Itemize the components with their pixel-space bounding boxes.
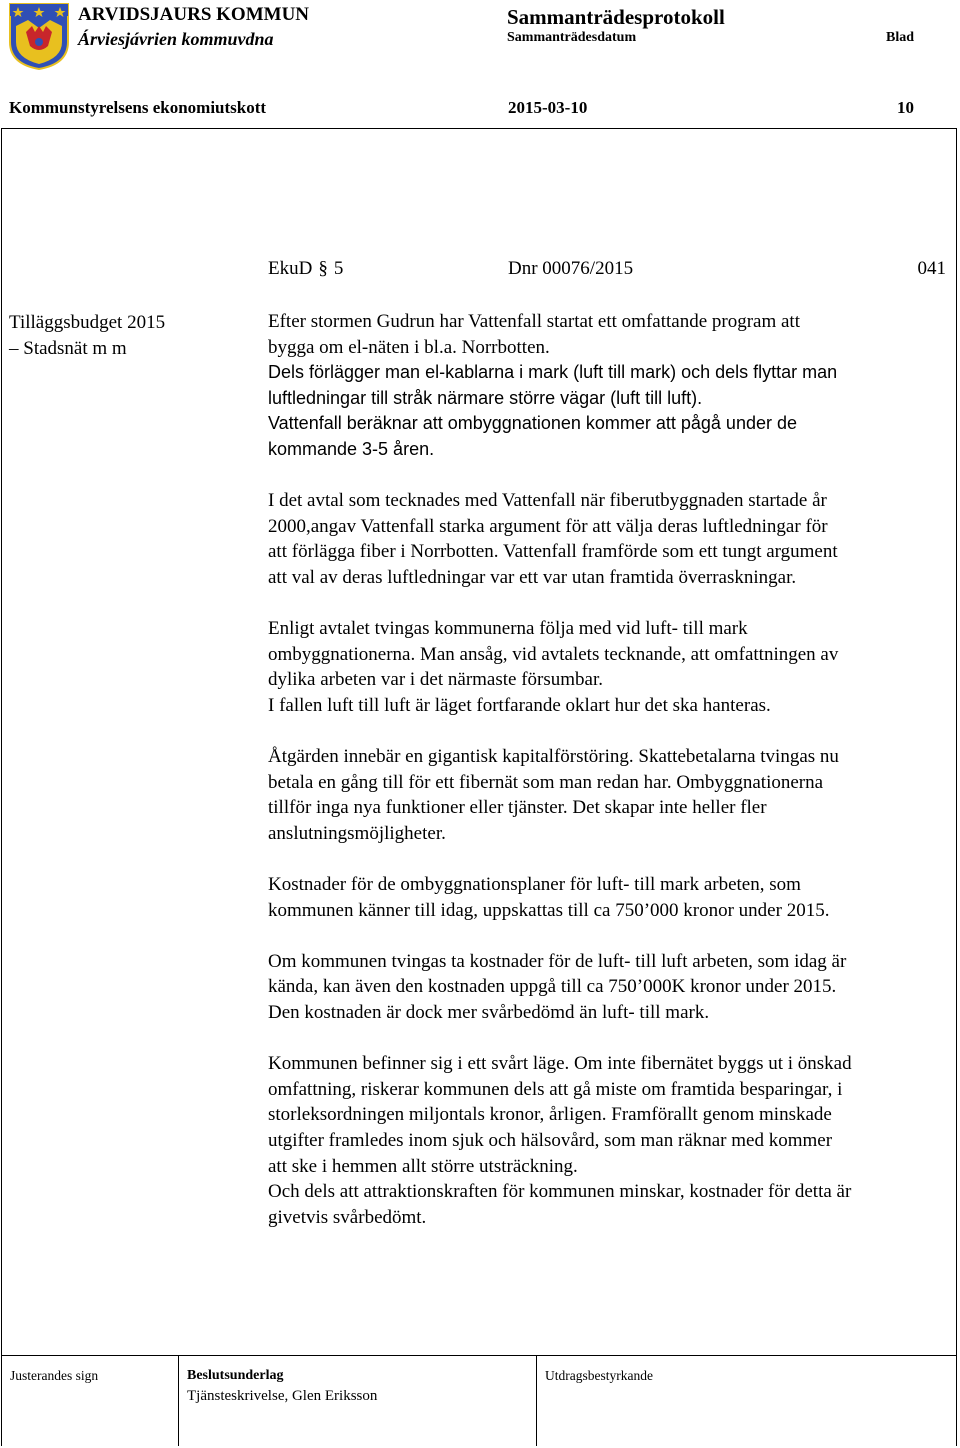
text-line: Och dels att attraktionskraften för kommunen minskar, kostnader för detta är — [268, 1181, 852, 1203]
classification-code: 041 — [917, 258, 946, 279]
text-line: I det avtal som tecknades med Vattenfall när fiberutbyggnaden startade år — [268, 490, 827, 512]
utdragsbestyrkande-label: Utdragsbestyrkande — [545, 1368, 653, 1383]
subject-line-2: – Stadsnät m m — [9, 338, 127, 359]
committee-name: Kommunstyrelsens ekonomiutskott — [9, 98, 267, 117]
meeting-info-row — [0, 98, 960, 126]
text-line: givetvis svårbedömt. — [268, 1206, 427, 1228]
text-line: kommunen känner till idag, uppskattas till ca 750’000 kronor under 2015. — [268, 899, 830, 921]
text-line: att val av deras luftledningar var ett var utan framtida överraskningar. — [268, 566, 797, 588]
text-line: Åtgärden innebär en gigantisk kapitalförstöring. Skattebetalarna tvingas nu — [268, 746, 839, 768]
paragraph-7 — [268, 1051, 956, 1230]
footer-certify-cell — [537, 1356, 957, 1446]
footer-sign-cell — [1, 1356, 179, 1446]
footer-basis-cell — [179, 1356, 537, 1446]
org-subtitle: Árviesjávrien kommuvdna — [78, 29, 274, 49]
section-ekud: EkuD — [268, 258, 313, 279]
text-line: tillför inga nya funktioner eller tjänster. Det skapar inte heller fler — [268, 797, 767, 819]
paragraph-2 — [268, 488, 956, 590]
text-line: bygga om el-näten i bl.a. Norrbotten. — [268, 336, 550, 358]
text-line: Kostnader för de ombyggnationsplaner för luft- till mark arbeten, som — [268, 874, 801, 896]
meeting-date: 2015-03-10 — [508, 98, 588, 117]
paragraph-symbol: § — [318, 258, 328, 279]
subject-line-1: Tilläggsbudget 2015 — [9, 312, 166, 333]
text-line: Enligt avtalet tvingas kommunerna följa med vid luft- till mark — [268, 618, 748, 640]
text-line: Den kostnaden är dock mer svårbedömd än luft- till mark. — [268, 1002, 710, 1024]
text-line: kommande 3-5 åren. — [268, 438, 435, 459]
page-number: 10 — [897, 98, 914, 117]
text-line: att förlägga fiber i Norrbotten. Vattenfall framförde som ett tungt argument — [268, 541, 838, 563]
text-line: anslutningsmöjligheter. — [268, 822, 446, 844]
beslutsunderlag-label: Beslutsunderlag — [187, 1368, 284, 1383]
section-heading — [268, 258, 343, 280]
footer — [0, 1356, 960, 1448]
text-line: luftledningar till stråk närmare större vägar (luft till luft). — [268, 387, 703, 408]
text-line: att ske i hemmen allt större utsträckning. — [268, 1155, 578, 1177]
subject-sidebar — [9, 310, 165, 362]
paragraph-4 — [268, 744, 956, 846]
justerandes-sign-label: Justerandes sign — [10, 1368, 99, 1383]
paragraph-6 — [268, 949, 956, 1026]
paragraph-1 — [268, 309, 956, 463]
text-line: I fallen luft till luft är läget fortfarande oklart hur det ska hanteras. — [268, 694, 771, 716]
text-line: ombyggnationerna. Man ansåg, vid avtalets tecknande, att omfattningen av — [268, 643, 839, 665]
municipal-crest-icon — [8, 2, 70, 70]
section-number: 5 — [333, 258, 344, 279]
text-line: storleksordningen miljontals kronor, årligen. Framförallt genom minskade — [268, 1104, 832, 1126]
text-line: Vattenfall beräknar att ombyggnationen kommer att pågå under de — [268, 413, 797, 434]
paragraph-5 — [268, 872, 956, 923]
text-line: omfattning, riskerar kommunen dels att gå miste om framtida besparingar, i — [268, 1078, 843, 1100]
text-line: Efter stormen Gudrun har Vattenfall startat ett omfattande program att — [268, 311, 800, 332]
page-label: Blad — [886, 30, 915, 45]
org-name: ARVIDSJAURS KOMMUN — [78, 4, 310, 25]
paragraph-3 — [268, 616, 956, 718]
text-line: utgifter framledes inom sjuk och hälsovård, som man räknar med kommer — [268, 1130, 833, 1151]
beslutsunderlag-value: Tjänsteskrivelse, Glen Eriksson — [187, 1388, 378, 1404]
text-line: Om kommunen tvingas ta kostnader för de luft- till luft arbeten, som idag är — [268, 950, 847, 972]
text-line: betala en gång till för ett fibernät som man redan har. Ombyggnationerna — [268, 771, 824, 793]
text-line: 2000,angav Vattenfall starka argument för att välja deras luftledningar för — [268, 515, 828, 537]
meeting-date-label: Sammanträdesdatum — [507, 30, 637, 45]
text-line: dylika arbeten var i det närmaste försumbar. — [268, 669, 604, 691]
document-title: Sammanträdesprotokoll — [507, 5, 725, 29]
text-line: Dels förlägger man el-kablarna i mark (luft till mark) och dels flyttar man — [268, 362, 838, 383]
body-text — [268, 309, 956, 1230]
text-line: kända, kan även den kostnaden uppgå till ca 750’000K kronor under 2015. — [268, 976, 837, 998]
text-line: Kommunen befinner sig i ett svårt läge. Om inte fibernätet byggs ut i önskad — [268, 1053, 852, 1075]
diary-number: Dnr 00076/2015 — [508, 258, 634, 279]
